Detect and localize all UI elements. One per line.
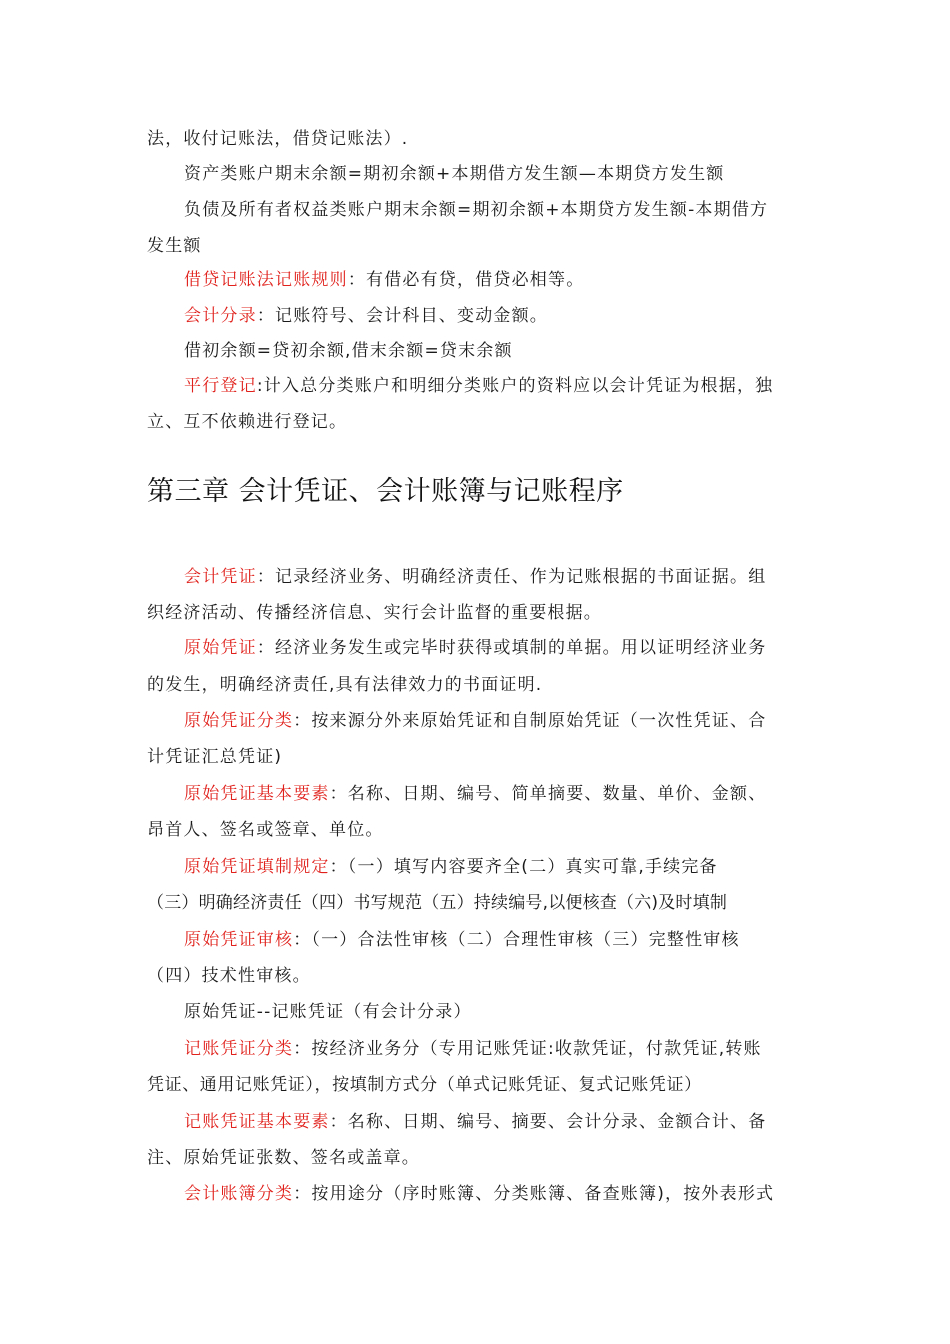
text-line	[184, 928, 812, 952]
term-label: 原始凭证基本要素	[184, 784, 330, 804]
line-text: ：名称、日期、编号、摘要、会计分录、金额合计、备	[329, 1112, 767, 1132]
term-label: 平行登记	[184, 376, 257, 396]
line-text: 计凭证汇总凭证)	[147, 747, 283, 767]
text-line	[147, 1073, 812, 1097]
text-line	[184, 162, 812, 186]
text-line	[184, 1000, 812, 1024]
line-text: 负债及所有者权益类账户期末余额=期初余额+本期贷方发生额-本期借方	[184, 200, 769, 220]
text-line	[184, 565, 812, 589]
line-text: 借初余额=贷初余额,借末余额=贷末余额	[184, 341, 513, 361]
text-line	[184, 268, 812, 292]
term-label: 借贷记账法记账规则	[184, 270, 348, 290]
text-line	[184, 1182, 812, 1206]
line-text: ：记录经济业务、明确经济责任、作为记账根据的书面证据。组	[256, 567, 767, 587]
text-line	[147, 964, 812, 988]
term-label: 原始凭证审核	[184, 930, 294, 950]
line-text: 法，收付记账法，借贷记账法）.	[147, 129, 409, 149]
line-text: ：按来源分外来原始凭证和自制原始凭证（一次性凭证、合	[293, 711, 767, 731]
line-text: （三）明确经济责任（四）书写规范（五）持续编号,以便核查（六)及时填制	[147, 893, 728, 913]
line-text: 凭证、通用记账凭证），按填制方式分（单式记账凭证、复式记账凭证）	[147, 1075, 702, 1095]
line-text: 昂首人、签名或签章、单位。	[147, 820, 384, 840]
text-line	[184, 782, 812, 806]
line-text: 的发生，明确经济责任,具有法律效力的书面证明.	[147, 675, 543, 695]
term-label: 原始凭证	[184, 638, 257, 658]
line-text: 发生额	[147, 236, 202, 256]
text-line	[184, 339, 812, 363]
text-line	[184, 304, 812, 328]
text-line	[184, 709, 812, 733]
line-text: 资产类账户期末余额=期初余额+本期借方发生额—本期贷方发生额	[184, 164, 725, 184]
text-line	[147, 818, 812, 842]
line-text: ：（一）合法性审核（二）合理性审核（三）完整性审核	[293, 930, 740, 950]
text-line	[147, 410, 812, 434]
text-line	[147, 673, 812, 697]
text-line	[147, 745, 812, 769]
line-text: 注、原始凭证张数、签名或盖章。	[147, 1148, 420, 1168]
line-text: ：按经济业务分（专用记账凭证:收款凭证，付款凭证,转账	[293, 1039, 762, 1059]
line-text: ：（一）填写内容要齐全(二）真实可靠,手续完备	[329, 857, 718, 877]
term-label: 记账凭证基本要素	[184, 1112, 330, 1132]
term-label: 原始凭证填制规定	[184, 857, 330, 877]
text-line	[147, 601, 812, 625]
term-label: 会计账簿分类	[184, 1184, 294, 1204]
line-text: ：记账符号、会计科目、变动金额。	[256, 306, 549, 326]
line-text: :计入总分类账户和明细分类账户的资料应以会计凭证为根据，独	[256, 376, 774, 396]
chapter-heading: 第三章 会计凭证、会计账簿与记账程序	[147, 476, 624, 507]
text-line	[184, 855, 812, 879]
term-label: 原始凭证分类	[184, 711, 294, 731]
line-text: ：名称、日期、编号、简单摘要、数量、单价、金额、	[329, 784, 767, 804]
text-line	[184, 374, 812, 398]
line-text: 立、互不依赖进行登记。	[147, 412, 348, 432]
text-line	[147, 127, 812, 151]
text-line	[184, 1110, 812, 1134]
text-line	[147, 234, 812, 258]
text-line	[147, 891, 812, 915]
text-line	[184, 198, 812, 222]
line-text: 原始凭证--记账凭证（有会计分录）	[184, 1002, 472, 1022]
line-text: ：按用途分（序时账簿、分类账簿、备查账簿)，按外表形式	[293, 1184, 775, 1204]
text-line	[184, 636, 812, 660]
line-text: ：经济业务发生或完毕时获得或填制的单据。用以证明经济业务	[256, 638, 767, 658]
line-text: 织经济活动、传播经济信息、实行会计监督的重要根据。	[147, 603, 602, 623]
line-text: ：有借必有贷，借贷必相等。	[347, 270, 585, 290]
line-text: （四）技术性审核。	[147, 966, 311, 986]
term-label: 记账凭证分类	[184, 1039, 294, 1059]
text-line	[147, 1146, 812, 1170]
term-label: 会计分录	[184, 306, 257, 326]
term-label: 会计凭证	[184, 567, 257, 587]
text-line	[184, 1037, 812, 1061]
